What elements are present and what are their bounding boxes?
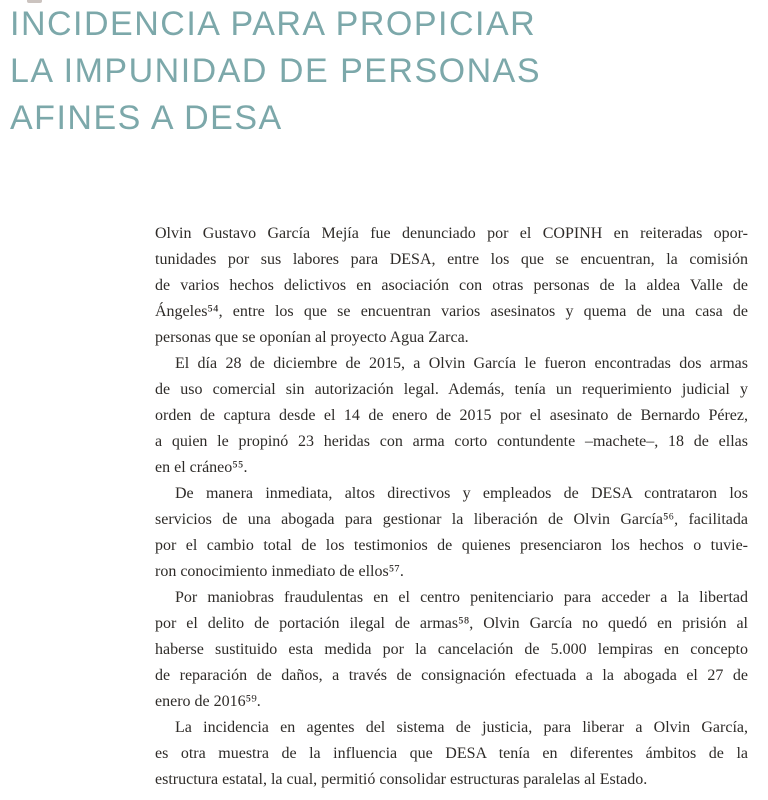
text-line-p5-l1: La incidencia en agentes del sistema de justicia, para liberar a Olvin García,: [175, 719, 748, 736]
text-line-p1-l4: Ángeles⁵⁴, entre los que se encuentran varios asesinatos y quema de una casa de: [155, 303, 748, 320]
page-title-line-2: LA IMPUNIDAD DE PERSONAS: [10, 52, 542, 90]
text-line-p4-l3: haberse sustituido esta medida por la cancelación de 5.000 lempiras en concepto: [155, 641, 748, 658]
text-line-p1-l5: personas que se oponían al proyecto Agua Zarca.: [155, 329, 469, 346]
page-title-line-1: INCIDENCIA PARA PROPICIAR: [10, 5, 537, 43]
text-line-p2-l2: de uso comercial sin autorización legal. Además, tenía un requerimiento judicial y: [155, 381, 748, 398]
text-line-p1-l1: Olvin Gustavo García Mejía fue denunciado por el COPINH en reiteradas opor-: [155, 225, 748, 242]
text-line-p4-l1: Por maniobras fraudulentas en el centro penitenciario para acceder a la libertad: [175, 589, 748, 606]
text-line-p4-l4: de reparación de daños, a través de consignación efectuada a la abogada el 27 de: [155, 667, 748, 684]
text-line-p5-l2: es otra muestra de la influencia que DESA tenía en diferentes ámbitos de la: [155, 745, 748, 762]
page-title-line-3: AFINES A DESA: [10, 99, 283, 137]
text-line-p5-l3: estructura estatal, la cual, permitió consolidar estructuras paralelas al Estado.: [155, 771, 648, 788]
text-line-p3-l3: por el cambio total de los testimonios de quienes presenciaron los hechos o tuvie-: [155, 537, 748, 554]
text-line-p1-l3: de varios hechos delictivos en asociación con otras personas de la aldea Valle de: [155, 277, 748, 294]
text-line-p2-l1: El día 28 de diciembre de 2015, a Olvin García le fueron encontradas dos armas: [175, 355, 748, 372]
body-text: [155, 221, 748, 793]
text-line-p2-l4: a quien le propinó 23 heridas con arma corto contundente –machete–, 18 de ellas: [155, 433, 748, 450]
text-line-p2-l5: en el cráneo⁵⁵.: [155, 459, 248, 476]
page-title: [10, 1, 541, 142]
text-line-p3-l2: servicios de una abogada para gestionar la liberación de Olvin García⁵⁶, facilitada: [155, 511, 748, 528]
text-line-p3-l4: ron conocimiento inmediato de ellos⁵⁷.: [155, 563, 404, 580]
text-line-p1-l2: tunidades por sus labores para DESA, entre los que se encuentran, la comisión: [155, 251, 748, 268]
text-line-p2-l3: orden de captura desde el 14 de enero de 2015 por el asesinato de Bernardo Pérez,: [155, 407, 748, 424]
text-line-p4-l2: por el delito de portación ilegal de armas⁵⁸, Olvin García no quedó en prisión al: [155, 615, 748, 632]
text-line-p4-l5: enero de 2016⁵⁹.: [155, 693, 261, 710]
text-line-p3-l1: De manera inmediata, altos directivos y empleados de DESA contrataron los: [175, 485, 748, 502]
